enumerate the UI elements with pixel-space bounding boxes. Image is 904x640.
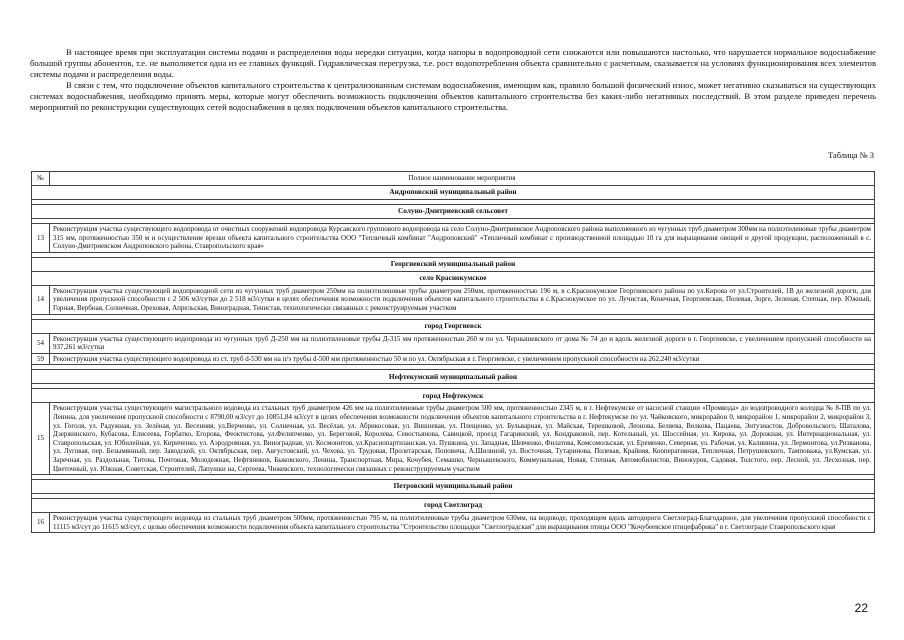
row-number: 54: [32, 333, 50, 353]
row-description: Реконструкция участка существующего водопровода из ст. труб d-530 мм на п/э трубы d-500 мм протяженностью 50 м по ул. Октябрьская в г. Георгиевске, с увеличением пропускной способности на 262,240 м3/сутки: [50, 353, 875, 365]
intro-text: [30, 47, 876, 113]
settlement-heading: город Нефтекумск: [32, 389, 875, 403]
section-row: [32, 319, 875, 333]
settlement-heading: село Краснокумское: [32, 271, 875, 285]
district-heading: Андроповский муниципальный район: [32, 186, 875, 200]
district-heading: Георгиевский муниципальный район: [32, 257, 875, 271]
header-name: Полное наименование мероприятия: [50, 172, 875, 186]
intro-paragraph-1: В настоящее время при эксплуатации системы подачи и распределения воды нередки ситуации, когда напоры в водопроводной сети снижаются или повышаются настолько, что нарушается нормальное водоснабжение большой группы абонентов, т.е. не выполняется одна из ее главных функций. Гидравлическая перегрузка, т.е. рост водопотребления объекта сравнительно с расчетным, сказывается на условиях функционирования всех элементов системы подачи и распределения воды.: [30, 47, 876, 79]
table-row: [32, 285, 875, 314]
table-row: [32, 403, 875, 475]
row-number: 14: [32, 285, 50, 314]
row-number: 15: [32, 403, 50, 475]
row-number: 16: [32, 513, 50, 533]
settlement-heading: город Светлоград: [32, 499, 875, 513]
section-row: [32, 480, 875, 494]
header-number: №: [32, 172, 50, 186]
district-heading: Петровский муниципальный район: [32, 480, 875, 494]
settlement-heading: Солуно-Дмитриевский сельсовет: [32, 205, 875, 219]
section-row: [32, 186, 875, 200]
section-row: [32, 271, 875, 285]
row-description: Реконструкция участка существующего магистрального водовода из стальных труб диаметром 426 мм на полиэтиленовые трубы диаметром 500 мм, протяженностью 2345 м, в г. Нефтекумске от насосной станции «Промвода» до водопроводного колодца № 8-ПВ по ул. Ленина, для увеличения пропускной способности с 8790,00 м3/сут до 10851,84 м3/сут в целях обеспечения возможности подключения объектов капитального строительства в г. Нефтекумске по ул. Чайковского, микрорайон 0, микрорайон 1, микрорайон 2, микрорайон 3, ул. Гоголя, ул. Радужная, ул. Зелёная, ул. Весенняя, ул.Верченко, ул. Солнечная, ул. Весёлая, ул. Абрикосовая, ул. Вишневая, ул. Плещенко, ул. Бульварная, ул. Майская, Терешковой, Леонова, Беляева, Волкова, Пацаева, Энтузиастов, Добровольского, Шаталова, Дзержинского, Кубасова, Елисеева, Горбатко, Егорова, Феоктистова, ул.Фелипченко, ул. Береговой, Королева, Севостьянова, Савицкой, проезд Гагаринский, ул. Кондраковой, пер. Котельный, ул. Шоссейная, ул. Кирова, ул. Дорожная, ул. Интернациональная, ул. Ставропольская, ул. Юбилейная, ул. Кириченко, ул. Аэродромная, ул. Виноградная, ул. Космонитов, ул.Краснопартизанская, ул. Пушкина, ул. Западная, Шевченко, Филатова, Комсомольская, ул. Еременко, Северная, ул. Рабочая, ул. Калинина, ул. Лермонтова, ул.Ризванова, ул. Луговая, пер. Безымянный, пер. Заводской, ул. Октябрьская, пер. Августовский, ул. Чехова, ул. Трудовая, Пролетарская, Поповича, А.Шилиной, ул. Восточная, Тутаринова, Полевая, Крайняя, Кооперативная, Тепличная, Петрушевского, Тамповажа, ул.Кумская, ул. Заречная, ул. Раздольная, Титова, Почтовая, Молодежная, Нефтяников, Быковского, Ленина, Транспортная, Мира, Кочубея, Семашко, Чернышевского, Коммунальная, Новая, Степная, Автомобилистов, Винокуров, Садовая, Толстого, пер. Лесной, ул. Лесхозная, пер. Цветочный, ул. Южная, Советская, Строителей, Лапушки на, Сергеева, Чижевского, технологически связанных с реконструируемым участком: [50, 403, 875, 475]
row-description: Реконструкция участка существующей водопроводной сети из чугунных труб диаметром 250мм на полиэтиленовые трубы диаметром 250мм, протяженностью 196 м, в с.Краснокумское Георгиевского района по ул.Кирова от ул.Строителей, 1В до железной дороги, для увеличения пропускной способности с 2 506 м3/сутки до 2 518 м3/сутки в целях обеспечения возможности подключения объектов капитального строительства в с.Краснокумское по ул. Лучистая, Конечная, Георгиевская, Полевая, Зорге, Зеленая, Степная, пер. Южный, Горная, Вербная, Солнечная, Ореховая, Апрельская, Виноградная, Тенистая, технологически связанных с реконструируемым участком: [50, 285, 875, 314]
settlement-heading: город Георгиевск: [32, 319, 875, 333]
intro-paragraph-2: В связи с тем, что подключение объектов капитального строительства к централизованным системам водоснабжения, имеющим как, правило большой физический износ, может негативно сказываться на существующих системах водоснабжения, необходимо принять меры, которые могут обеспечить возможность подключения объектов капитального строительства без каких-либо негативных последствий. В этом разделе приведен перечень мероприятий по реконструкции существующих сетей водоснабжения в целях подключения объектов капитального строительства.: [30, 80, 876, 112]
table-row: [32, 353, 875, 365]
section-row: [32, 257, 875, 271]
table-row: [32, 224, 875, 253]
district-heading: Нефтекумский муниципальный район: [32, 370, 875, 384]
table-row: [32, 513, 875, 533]
row-number: 59: [32, 353, 50, 365]
table-row: [32, 333, 875, 353]
measures-table: [31, 171, 875, 533]
row-description: Реконструкция участка существующего водопровода от очистных сооружений водопровода Курсавского группового водопровода на село Солуно-Дмитриевское Андроповского района выполненного из чугунных труб диаметром 300мм на полиэтиленовые трубы диаметром 315 мм, протяженностью 350 м и осуществление врезки объекта капитального строительства ООО "Тепличный комбинат "Андроповский" «Тепличный комбинат с производственной площадью 10 га для выращивания овощей и другой продукции, расположенный в с. Солуно-Дмитриевском Андроповского района, Ставропольского края»: [50, 224, 875, 253]
row-number: 13: [32, 224, 50, 253]
row-description: Реконструкция участка существующего водовода из стальных труб диаметром 500мм, протяженностью 795 м, на полиэтиленовые трубы диаметром 630мм, на водоводе, проходящем вдоль автодороги Светлоград-Благодарное, для увеличения пропускной способности с 11115 м3/сут до 11615 м3/сут, с целью обеспечения возможности подключения объекта капитального строительства "Строительство площадки "Светлоградская" для выращивания птицы ООО "Кочубеевское птицефабрика" в г. Светлограде Ставропольского края: [50, 513, 875, 533]
section-row: [32, 499, 875, 513]
section-row: [32, 205, 875, 219]
table-caption: Таблица № 3: [828, 151, 874, 160]
row-description: Реконструкция участка существующего водопровода из чугунных труб Д-250 мм на полиэтиленовые трубы Д-315 мм протяженностью 260 м по ул. Чернышевского от дома № 74 до и вдоль железной дороги в г. Георгиевске, с увеличением пропускной способности на 937,261 м3/сутки: [50, 333, 875, 353]
table-header-row: [32, 172, 875, 186]
section-row: [32, 370, 875, 384]
section-row: [32, 389, 875, 403]
page-number: 22: [854, 601, 868, 615]
